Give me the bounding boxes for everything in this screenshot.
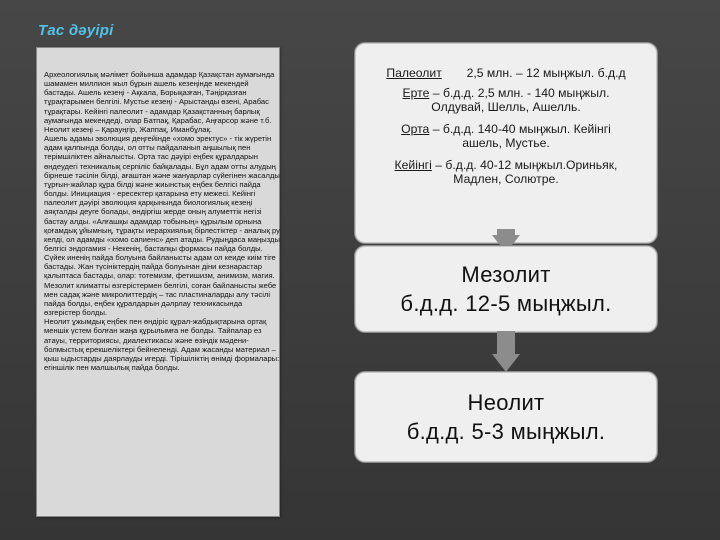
- neolith-name: Неолит: [467, 390, 545, 415]
- late-text: – б.д.д. 40-12 мыңжыл.Ориньяк,: [431, 158, 618, 172]
- neolith-box: [355, 372, 657, 462]
- paragraph-evolution: Ашель адамы эволюция деңгейінде «хомо эректус» - тік жүретін адам қалпында болды, ол отты пайдаланып аңшылық пен терімшіліктен айналысты. Орта тас дәуірі еңбек құралдарын өндеудегі техникалық серпіліс байқалады. Бұл адам отты алудың бірнеше тәсілін білді, ағаштан және жануарлар сүйегінен жасалды тұрғын-жайлар құра білді және жиынстық еңбек белгісі пайда болды. Инициация - ересектер қатарына ету межесі. Кейінгі палеолит дәуірі эволюция қарқынында биологиялық кезеңі аяқталды деуге болады, өндіргіш жерде оның алуметтік негізі бастау алды. «Алғашқы адамдар тобының» құрылым орнына қоғамдық ұйымның, тұрақты иерархиялық бірлестіктер - аналық ру келді, ол адамды «хомо сапиенс» деп атады. Рудыңдаса маңызды белгісі эндогамия - Некенің, бастапқы формасы пайда болды. Сүйек иненің пайда болуына байланысты адам ол кеиде киім тіге бастады. Жан түсініктердің пайда болуынан діни кезнарастар қалыптаса бастады, олар: тотемизм, фетишизм, анимизм, магия.: [44, 134, 280, 281]
- early-row: [356, 86, 656, 100]
- down-arrow-shaft: [497, 331, 515, 355]
- early-sites: Олдувай, Шелль, Ашелль.: [431, 100, 581, 114]
- mesolith-range: б.д.д. 12-5 мыңжыл.: [400, 291, 612, 316]
- paleolith-range: 2,5 млн. – 12 мыңжыл. б.д.д: [466, 66, 626, 80]
- late-sites: Мадлен, Солютре.: [453, 172, 559, 186]
- mesolith-name: Мезолит: [461, 262, 551, 287]
- slide-title: Тас дәуірі: [38, 22, 114, 39]
- paragraph-sites: Археологиялық мәлімет бойынша адамдар Қазақстан аумағында шамамен миллион жыл бұрын ашель кезеңінде мекендей бастады. Ашель кезеңі - Ақкала, Борықазған, Тәңірқазған тұрақтарымен белгілі. Мустье кезеңі - Арыстанды өзені, Арабас тұрақтары. Кейінгі палеолит - адамдар Қазақстанның барлық аумағында мекендеді, олар Батпақ, Қарабас, Аңғарсор және т.б. Неолит кезеңі – Қарауңгір, Жаппақ, Иманбұлақ.: [44, 70, 275, 134]
- late-row: [356, 158, 656, 172]
- paragraph-neolith: Неолит ұжымдық еңбек пен өндіріс құрал-жабдықтарына ортақ меншік үстем болған жаңа құрылымға не болды. Тайпалар ез атауы, территориясы, диалектикасы және өзіндік мәдени-болмыстық ерекшеліктері бейнеленді. Адам жасанды материал – қыш ыдыстарды даярлауды игерді. Тірішіліктің өнімді формалары: егіншілік пен малшылық пайда болды.: [44, 317, 280, 372]
- middle-text: – б.д.д. 140-40 мыңжыл. Кейінгі: [429, 122, 611, 136]
- middle-sites: ашель, Мустье.: [462, 136, 550, 150]
- text-panel-content: [44, 70, 280, 372]
- middle-row: [356, 122, 656, 136]
- paleolith-heading-row: [356, 66, 656, 80]
- early-label: Ерте: [402, 86, 430, 100]
- early-text: – б.д.д. 2,5 млн. - 140 мыңжыл.: [429, 86, 610, 100]
- neolith-range: б.д.д. 5-3 мыңжыл.: [406, 419, 606, 444]
- paleolith-box: [355, 43, 657, 243]
- down-arrow-icon: [492, 354, 520, 372]
- paleolith-heading: Палеолит: [386, 66, 442, 80]
- mesolith-box: [355, 246, 657, 332]
- late-label: Кейінгі: [394, 158, 432, 172]
- paragraph-mesolith: Мезолит климатты өзгерістермен белгілі, соған байланысты жебе мен садақ және микролиттердің – тас пластиналарды алу тәсілі пайда болды, еңбек құралдарын дәлрлау техникасында өзгерістер болды.: [44, 280, 277, 318]
- middle-label: Орта: [401, 122, 430, 136]
